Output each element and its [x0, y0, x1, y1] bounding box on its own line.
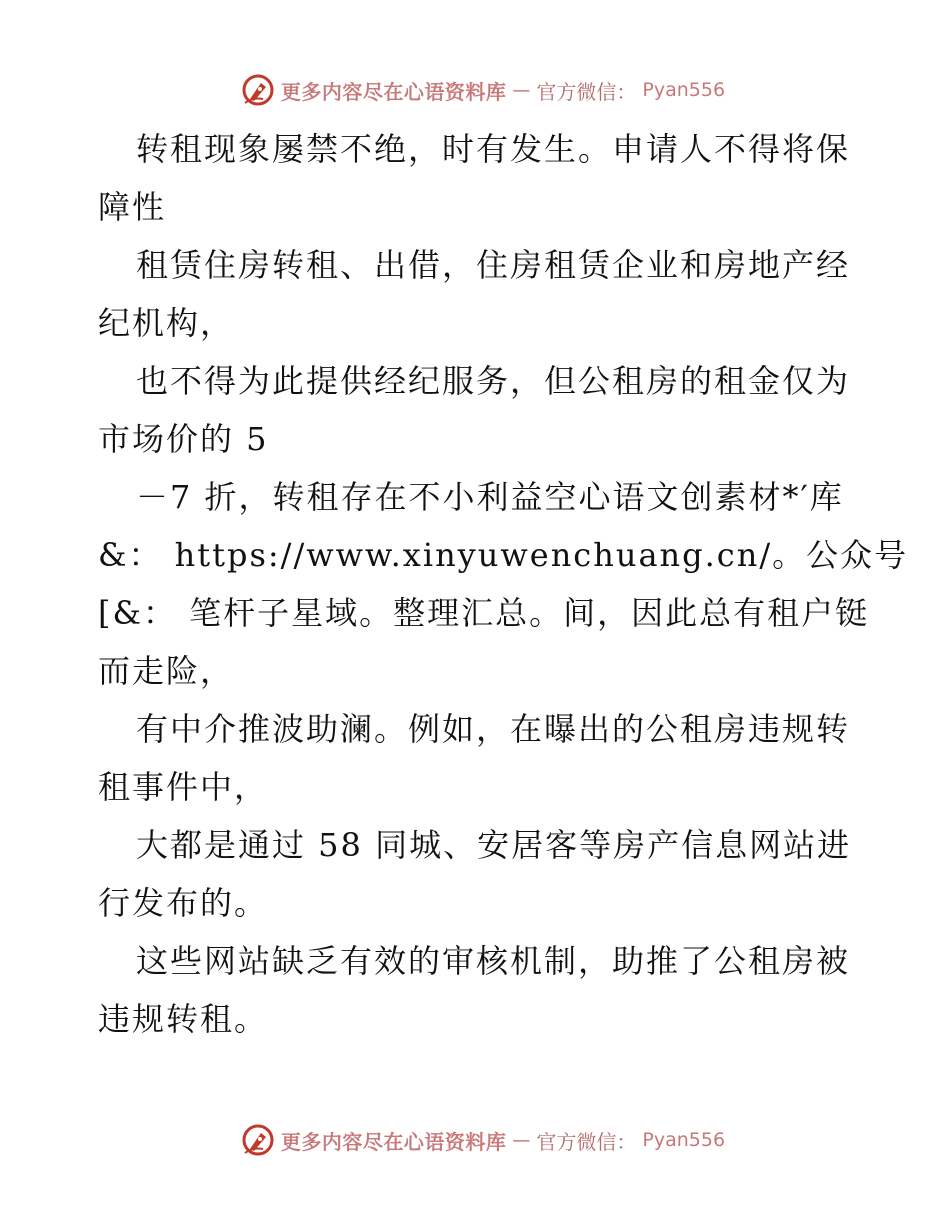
paragraph-line: －7 折，转租存在不小利益空心语文创素材*′库 — [136, 478, 844, 516]
paragraph-line: 违规转租。 — [98, 1000, 269, 1038]
footer-banner-dash: — — [512, 1129, 531, 1151]
paragraph-line: 行发布的。 — [98, 884, 269, 922]
paragraph-line: &： https://www.xinyuwenchuang.cn/。公众号 — [98, 536, 909, 574]
footer-banner-wechat-label: 官方微信： — [536, 1129, 637, 1154]
paragraph-line: 这些网站缺乏有效的审核机制，助推了公租房被 — [136, 942, 851, 980]
footer-banner-content — [241, 1123, 725, 1157]
paragraph-line: 障性 — [98, 188, 167, 226]
footer-banner-title: 更多内容尽在心语资料库 — [280, 1129, 507, 1154]
paragraph-line: 市场价的 5 — [98, 420, 269, 458]
header-banner-wechat-label: 官方微信： — [536, 79, 637, 104]
footer-banner — [0, 1120, 950, 1160]
paragraph-line: [&： 笔杆子星域。整理汇总。间，因此总有租户铤 — [98, 594, 870, 632]
header-banner-title: 更多内容尽在心语资料库 — [280, 79, 507, 104]
paragraph-line: 租赁住房转租、出借，住房租赁企业和房地产经 — [136, 246, 851, 284]
footer-banner-wechat-handle: Pyan556 — [642, 1129, 726, 1151]
header-banner-content — [241, 73, 725, 107]
document-body — [98, 120, 909, 1048]
paragraph-line: 也不得为此提供经纪服务，但公租房的租金仅为 — [136, 362, 851, 400]
paragraph-line: 租事件中， — [98, 768, 269, 806]
header-banner — [0, 70, 950, 110]
paragraph-line: 大都是通过 58 同城、安居客等房产信息网站进 — [136, 826, 852, 864]
pen-nib-circle-icon — [241, 73, 275, 107]
header-banner-wechat-handle: Pyan556 — [642, 79, 726, 101]
pen-nib-circle-icon — [241, 1123, 275, 1157]
paragraph-line: 纪机构， — [98, 304, 235, 342]
paragraph-line: 而走险， — [98, 652, 235, 690]
paragraph-line: 转租现象屡禁不绝，时有发生。申请人不得将保 — [136, 130, 851, 168]
paragraph-line: 有中介推波助澜。例如，在曝出的公租房违规转 — [136, 710, 851, 748]
header-banner-dash: — — [512, 79, 531, 101]
